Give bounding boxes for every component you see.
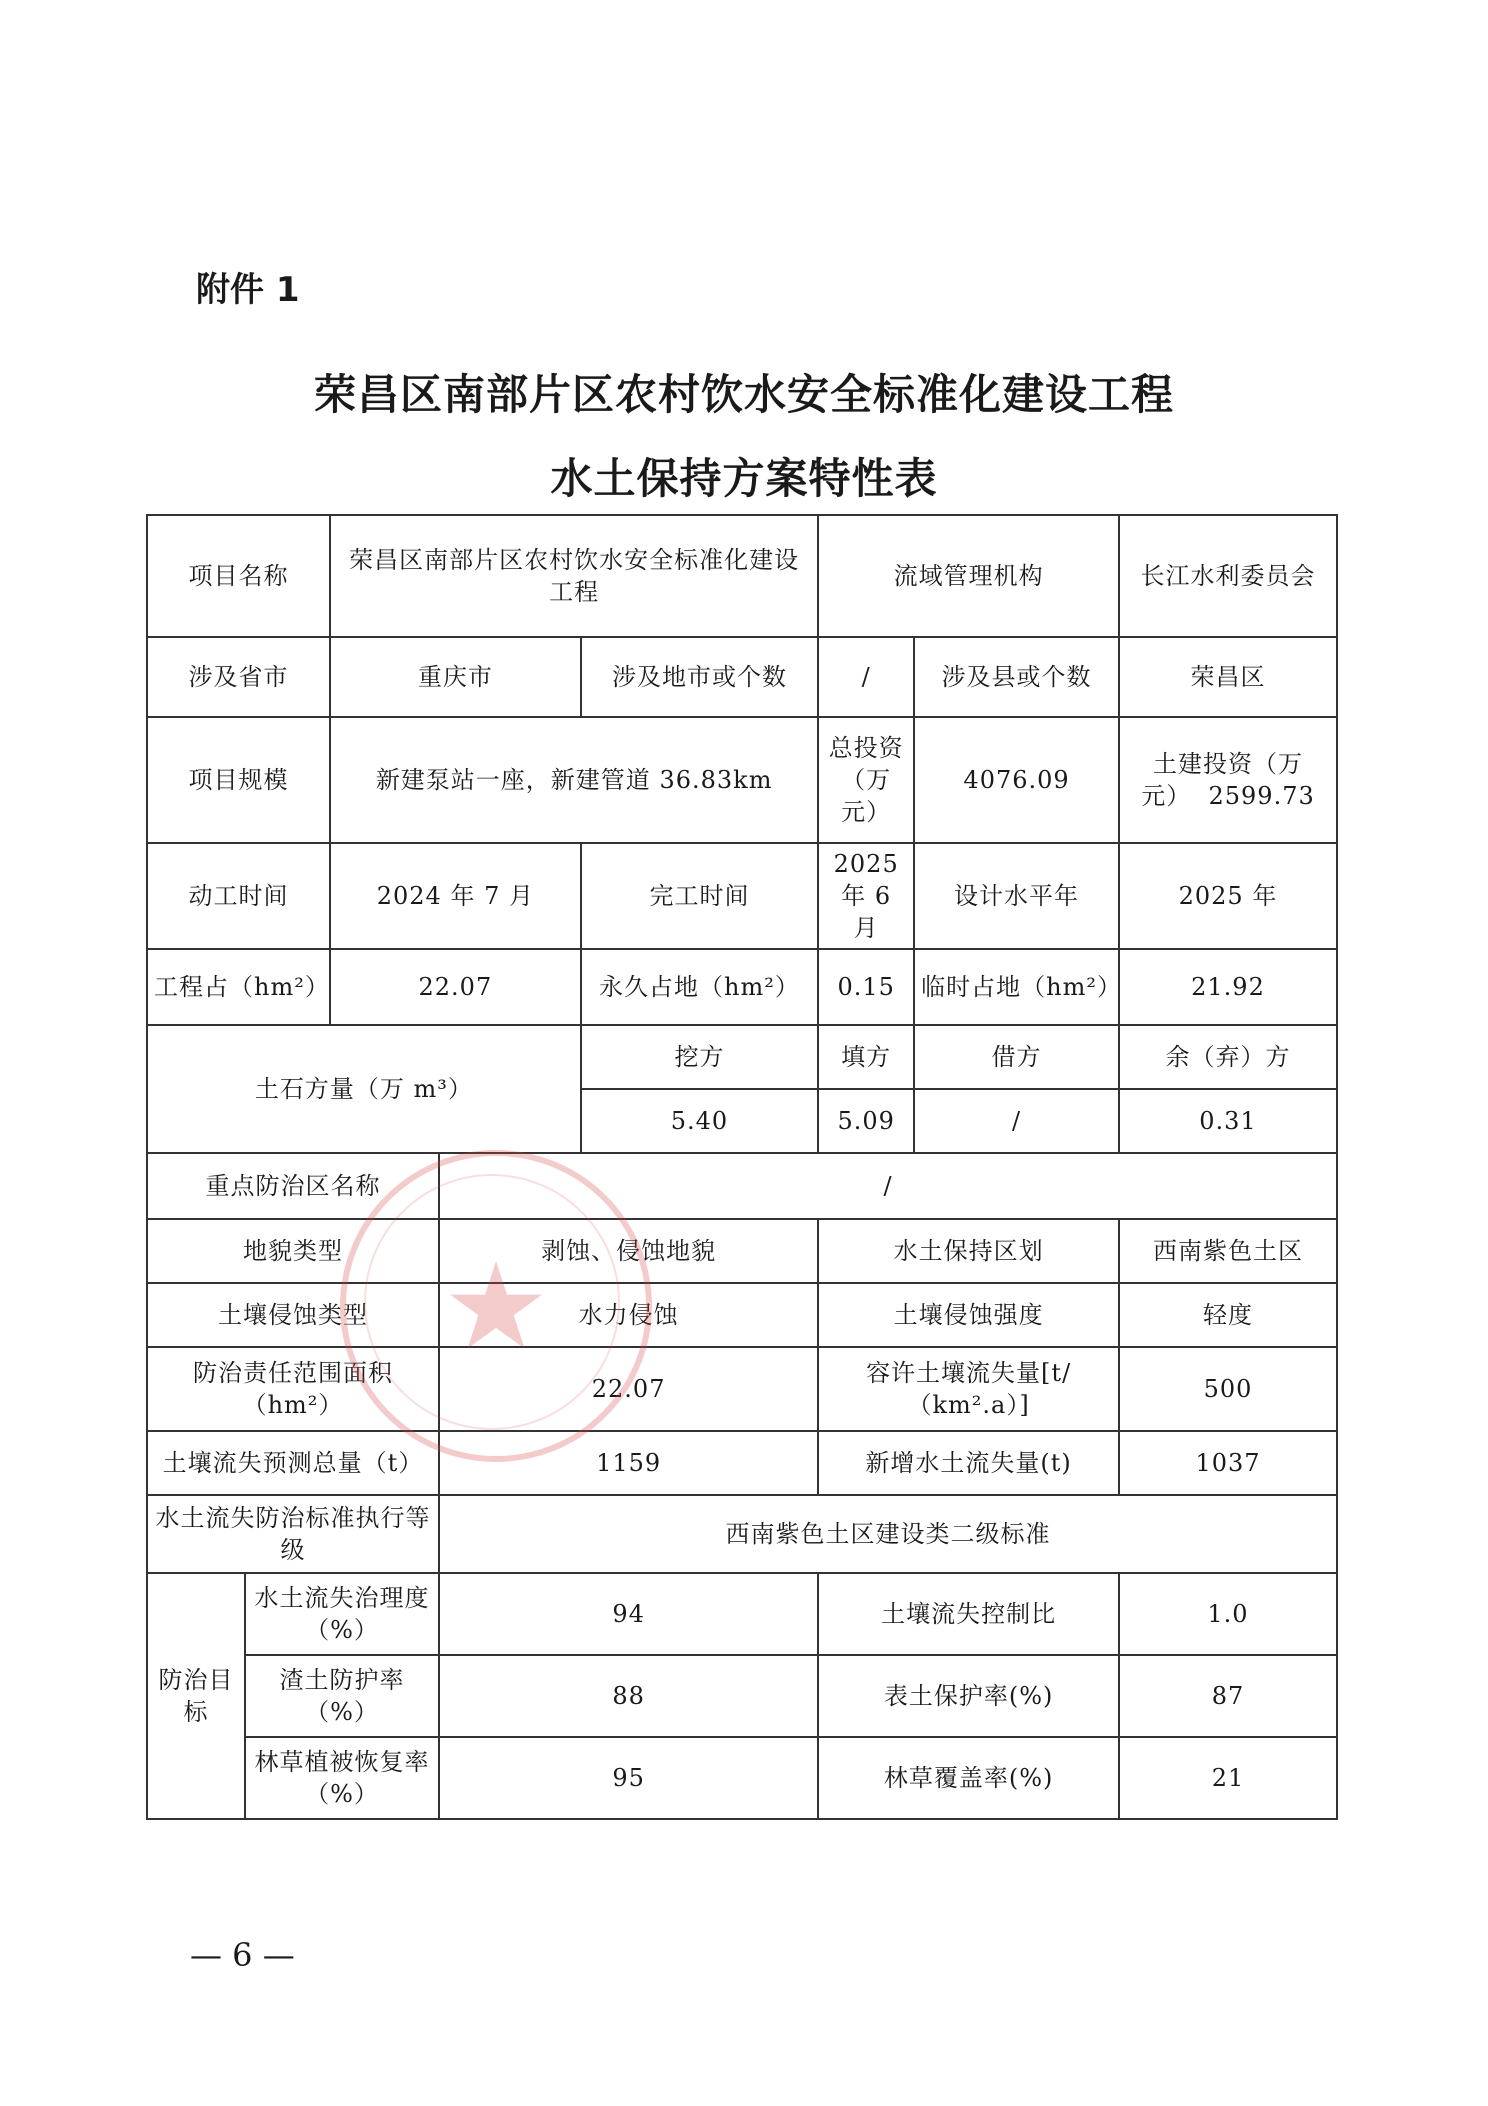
province-label: 涉及省市	[147, 637, 330, 717]
table-row	[147, 1431, 1337, 1495]
county: 荣昌区	[1119, 637, 1337, 717]
new-loss: 1037	[1119, 1431, 1337, 1495]
civil-investment	[1119, 717, 1337, 843]
vegetation-cover-label: 林草覆盖率(%)	[818, 1737, 1119, 1819]
basin-authority-label: 流域管理机构	[818, 515, 1119, 637]
allowable-loss-label: 容许土壤流失量[t/（km².a）]	[818, 1347, 1119, 1431]
key-zone: /	[439, 1153, 1337, 1219]
topsoil-rate: 87	[1119, 1655, 1337, 1737]
project-name-label: 项目名称	[147, 515, 330, 637]
basin-authority: 长江水利委员会	[1119, 515, 1337, 637]
temporary-label: 临时占地（hm²）	[914, 949, 1119, 1025]
spoil-label: 余（弃）方	[1119, 1025, 1337, 1089]
vegetation-recovery: 95	[439, 1737, 818, 1819]
fill: 5.09	[818, 1089, 914, 1153]
responsibility-label: 防治责任范围面积（hm²）	[147, 1347, 439, 1431]
attachment-label: 附件 1	[196, 270, 300, 310]
city-count: /	[818, 637, 914, 717]
vegetation-cover: 21	[1119, 1737, 1337, 1819]
allowable-loss: 500	[1119, 1347, 1337, 1431]
earthwork-label: 土石方量（万 m³）	[147, 1025, 581, 1153]
total-investment-label: 总投资（万元）	[818, 717, 914, 843]
total-investment: 4076.09	[914, 717, 1119, 843]
land: 22.07	[330, 949, 581, 1025]
land-label: 工程占（hm²）	[147, 949, 330, 1025]
table-row	[147, 1573, 1337, 1655]
end-label: 完工时间	[581, 843, 819, 949]
civil-investment-value: 2599.73	[1208, 782, 1315, 810]
soil-region: 西南紫色土区	[1119, 1219, 1337, 1283]
table-row	[147, 1737, 1337, 1819]
slag-rate-label: 渣土防护率（%）	[245, 1655, 439, 1737]
county-label: 涉及县或个数	[914, 637, 1119, 717]
start-label: 动工时间	[147, 843, 330, 949]
borrow-label: 借方	[914, 1025, 1119, 1089]
control-degree-label: 水土流失治理度（%）	[245, 1573, 439, 1655]
design-year-label: 设计水平年	[914, 843, 1119, 949]
erosion-intensity: 轻度	[1119, 1283, 1337, 1347]
standard: 西南紫色土区建设类二级标准	[439, 1495, 1337, 1573]
control-ratio-label: 土壤流失控制比	[818, 1573, 1119, 1655]
control-ratio: 1.0	[1119, 1573, 1337, 1655]
standard-label: 水土流失防治标准执行等级	[147, 1495, 439, 1573]
design-year: 2025 年	[1119, 843, 1337, 949]
erosion-type: 水力侵蚀	[439, 1283, 818, 1347]
key-zone-label: 重点防治区名称	[147, 1153, 439, 1219]
control-degree: 94	[439, 1573, 818, 1655]
table-row	[147, 843, 1337, 949]
table-row	[147, 515, 1337, 637]
scale-label: 项目规模	[147, 717, 330, 843]
page-number: — 6 —	[190, 1936, 295, 1974]
excavation: 5.40	[581, 1089, 819, 1153]
seal-star-icon: ★	[442, 1238, 550, 1377]
excavation-label: 挖方	[581, 1025, 819, 1089]
table-row	[147, 949, 1337, 1025]
new-loss-label: 新增水土流失量(t)	[818, 1431, 1119, 1495]
scale: 新建泵站一座，新建管道 36.83km	[330, 717, 818, 843]
spoil: 0.31	[1119, 1089, 1337, 1153]
city-count-label: 涉及地市或个数	[581, 637, 819, 717]
characteristics-table	[146, 514, 1338, 1820]
responsibility: 22.07	[439, 1347, 818, 1431]
erosion-type-label: 土壤侵蚀类型	[147, 1283, 439, 1347]
predicted-loss: 1159	[439, 1431, 818, 1495]
permanent-label: 永久占地（hm²）	[581, 949, 819, 1025]
project-name: 荣昌区南部片区农村饮水安全标准化建设工程	[330, 515, 818, 637]
permanent: 0.15	[818, 949, 914, 1025]
goal-label: 防治目标	[147, 1573, 245, 1819]
soil-region-label: 水土保持区划	[818, 1219, 1119, 1283]
borrow: /	[914, 1089, 1119, 1153]
landform: 剥蚀、侵蚀地貌	[439, 1219, 818, 1283]
table-row	[147, 1495, 1337, 1573]
temporary: 21.92	[1119, 949, 1337, 1025]
topsoil-rate-label: 表土保护率(%)	[818, 1655, 1119, 1737]
table-row	[147, 637, 1337, 717]
table-row	[147, 1025, 1337, 1089]
civil-investment-label: 土建投资（万元）	[1141, 750, 1303, 810]
document-title: 荣昌区南部片区农村饮水安全标准化建设工程	[313, 370, 1174, 419]
start: 2024 年 7 月	[330, 843, 581, 949]
slag-rate: 88	[439, 1655, 818, 1737]
province: 重庆市	[330, 637, 581, 717]
table-row	[147, 1153, 1337, 1219]
erosion-intensity-label: 土壤侵蚀强度	[818, 1283, 1119, 1347]
table-row	[147, 1347, 1337, 1431]
end: 2025 年 6 月	[818, 843, 914, 949]
table-row	[147, 1655, 1337, 1737]
table-row	[147, 717, 1337, 843]
table-row	[147, 1283, 1337, 1347]
vegetation-recovery-label: 林草植被恢复率（%）	[245, 1737, 439, 1819]
table-row	[147, 1219, 1337, 1283]
document-subtitle: 水土保持方案特性表	[550, 454, 938, 503]
fill-label: 填方	[818, 1025, 914, 1089]
landform-label: 地貌类型	[147, 1219, 439, 1283]
predicted-loss-label: 土壤流失预测总量（t）	[147, 1431, 439, 1495]
